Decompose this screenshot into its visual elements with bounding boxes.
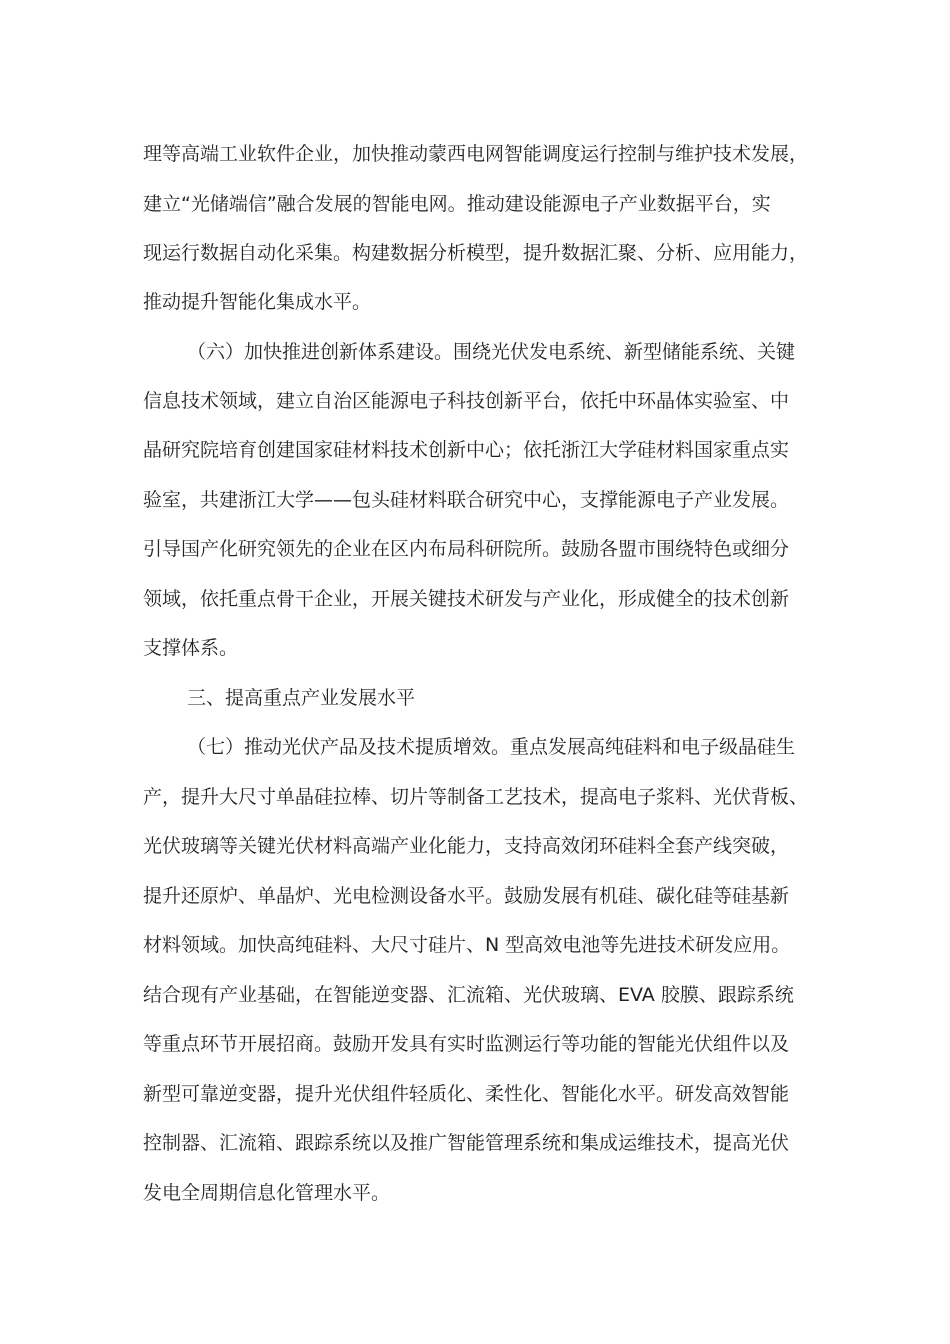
text-line: 产，提升大尺寸单晶硅拉棒、切片等制备工艺技术，提高电子浆料、光伏背板、 [143, 786, 809, 808]
text-line: 光伏玻璃等关键光伏材料高端产业化能力，支持高效闭环硅料全套产线突破， [143, 835, 790, 857]
text-line: 信息技术领域，建立自治区能源电子科技创新平台，依托中环晶体实验室、中 [143, 390, 790, 412]
text-line: 建立“光储端信”融合发展的智能电网。推动建设能源电子产业数据平台，实 [143, 193, 771, 215]
text-line: 晶研究院培育创建国家硅材料技术创新中心；依托浙江大学硅材料国家重点实 [143, 439, 790, 461]
text-line: 支撑体系。 [143, 637, 239, 659]
text-line: 新型可靠逆变器，提升光伏组件轻质化、柔性化、智能化水平。研发高效智能 [143, 1083, 790, 1105]
text-line: 领域，依托重点骨干企业，开展关键技术研发与产业化，形成健全的技术创新 [143, 588, 790, 610]
text-line: 理等高端工业软件企业，加快推动蒙西电网智能调度运行控制与维护技术发展， [143, 143, 809, 165]
paragraph-heading-six: （六）加快推进创新体系建设。围绕光伏发电系统、新型储能系统、关键 [187, 341, 796, 363]
text-line: 控制器、汇流箱、跟踪系统以及推广智能管理系统和集成运维技术，提高光伏 [143, 1132, 790, 1154]
text-line: 现运行数据自动化采集。构建数据分析模型，提升数据汇聚、分析、应用能力， [143, 242, 809, 264]
text-line: 推动提升智能化集成水平。 [143, 291, 372, 313]
text-line: 等重点环节开展招商。鼓励开发具有实时监测运行等功能的智能光伏组件以及 [143, 1033, 790, 1055]
text-line: 验室，共建浙江大学——包头硅材料联合研究中心，支撑能源电子产业发展。 [143, 489, 790, 511]
text-line: 提升还原炉、单晶炉、光电检测设备水平。鼓励发展有机硅、碳化硅等硅基新 [143, 885, 790, 907]
section-heading-three: 三、提高重点产业发展水平 [187, 687, 416, 709]
text-line: 材料领域。加快高纯硅料、大尺寸硅片、N 型高效电池等先进技术研发应用。 [143, 934, 791, 956]
text-line: 引导国产化研究领先的企业在区内布局科研院所。鼓励各盟市围绕特色或细分 [143, 538, 790, 560]
text-line: 发电全周期信息化管理水平。 [143, 1182, 391, 1204]
text-line: 结合现有产业基础，在智能逆变器、汇流箱、光伏玻璃、EVA 胶膜、跟踪系统 [143, 984, 794, 1006]
paragraph-heading-seven: （七）推动光伏产品及技术提质增效。重点发展高纯硅料和电子级晶硅生 [187, 736, 796, 758]
